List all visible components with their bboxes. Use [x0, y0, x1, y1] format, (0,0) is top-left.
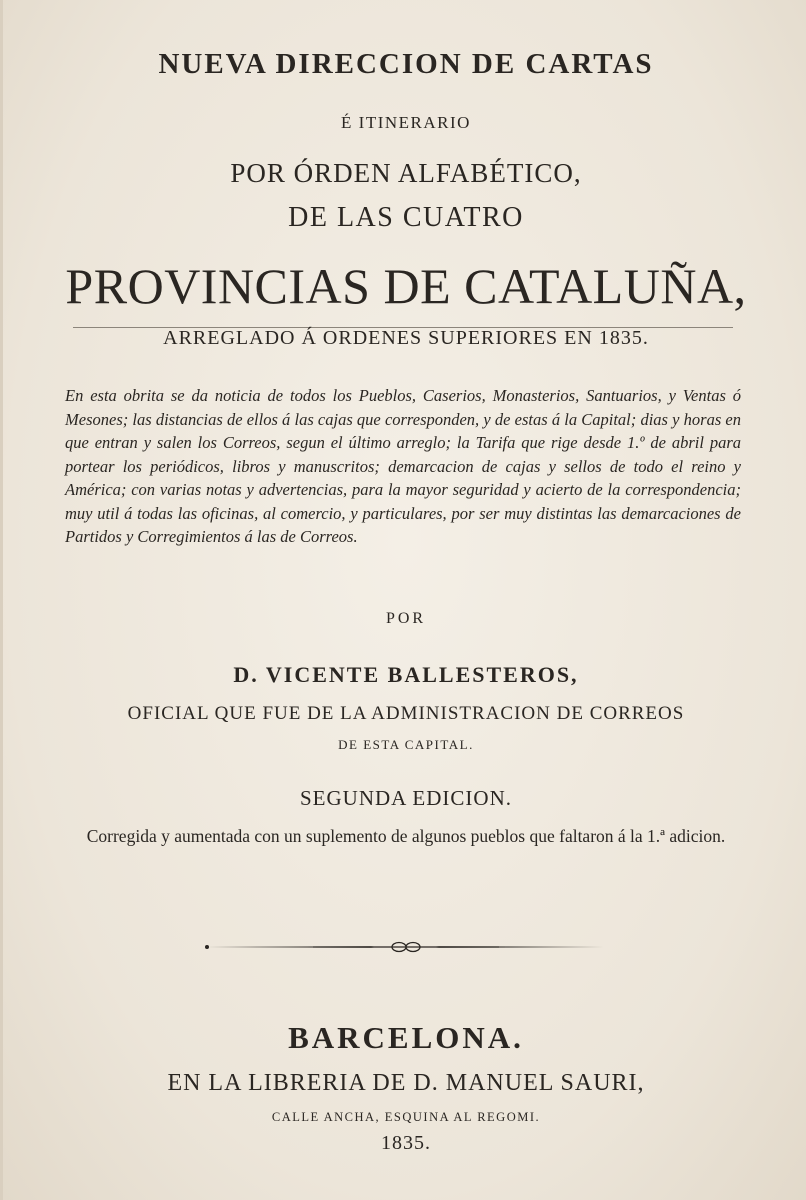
imprint-city: BARCELONA.	[288, 1020, 524, 1055]
description-paragraph: En esta obrita se da noticia de todos los Pueblos, Caserios, Monasterios, Santuarios, y Ventas ó Mesones; las distancias de ellos á las cajas que corresponden, y de estas á la Capital; dias y horas en que entran y salen los Correos, segun el último arreglo; la Tarifa que rige desde 1.º de abril para portear los periódicos, libros y manuscritos; demarcacion de cajas y sellos de todo el reino y América; con varias notas y advertencias, para la mayor seguridad y acierto de la correspondencia; muy util á todas las oficinas, al comercio, y particulares, por ser muy distintas las demarcaciones de Partidos y Corregimientos á las de Correos.	[65, 386, 741, 546]
edition-label: SEGUNDA EDICION.	[300, 786, 512, 810]
author-role: OFICIAL QUE FUE DE LA ADMINISTRACION DE CORREOS	[127, 703, 685, 724]
title-line-3: POR ÓRDEN ALFABÉTICO,	[230, 158, 582, 188]
title-line-1: NUEVA DIRECCION DE CARTAS	[158, 48, 654, 80]
title-line-2: É ITINERARIO	[341, 113, 471, 132]
title-line-4: DE LAS CUATRO	[288, 202, 524, 233]
author-por: POR	[385, 610, 427, 627]
author-name: D. VICENTE BALLESTEROS,	[233, 662, 579, 687]
ornament-divider-icon	[203, 937, 609, 957]
title-subtitle: ARREGLADO Á ORDENES SUPERIORES EN 1835.	[163, 327, 649, 349]
edition-note: Corregida y aumentada con un suplemento de algunos pueblos que faltaron á la 1.ª adicion.	[86, 826, 726, 846]
title-main: PROVINCIAS DE CATALUÑA,	[65, 258, 747, 314]
imprint-publisher: EN LA LIBRERIA DE D. MANUEL SAURI,	[167, 1070, 645, 1096]
author-place: DE ESTA CAPITAL.	[338, 737, 474, 752]
imprint-year: 1835.	[381, 1132, 431, 1154]
imprint-address: CALLE ANCHA, ESQUINA AL REGOMI.	[271, 1110, 541, 1124]
